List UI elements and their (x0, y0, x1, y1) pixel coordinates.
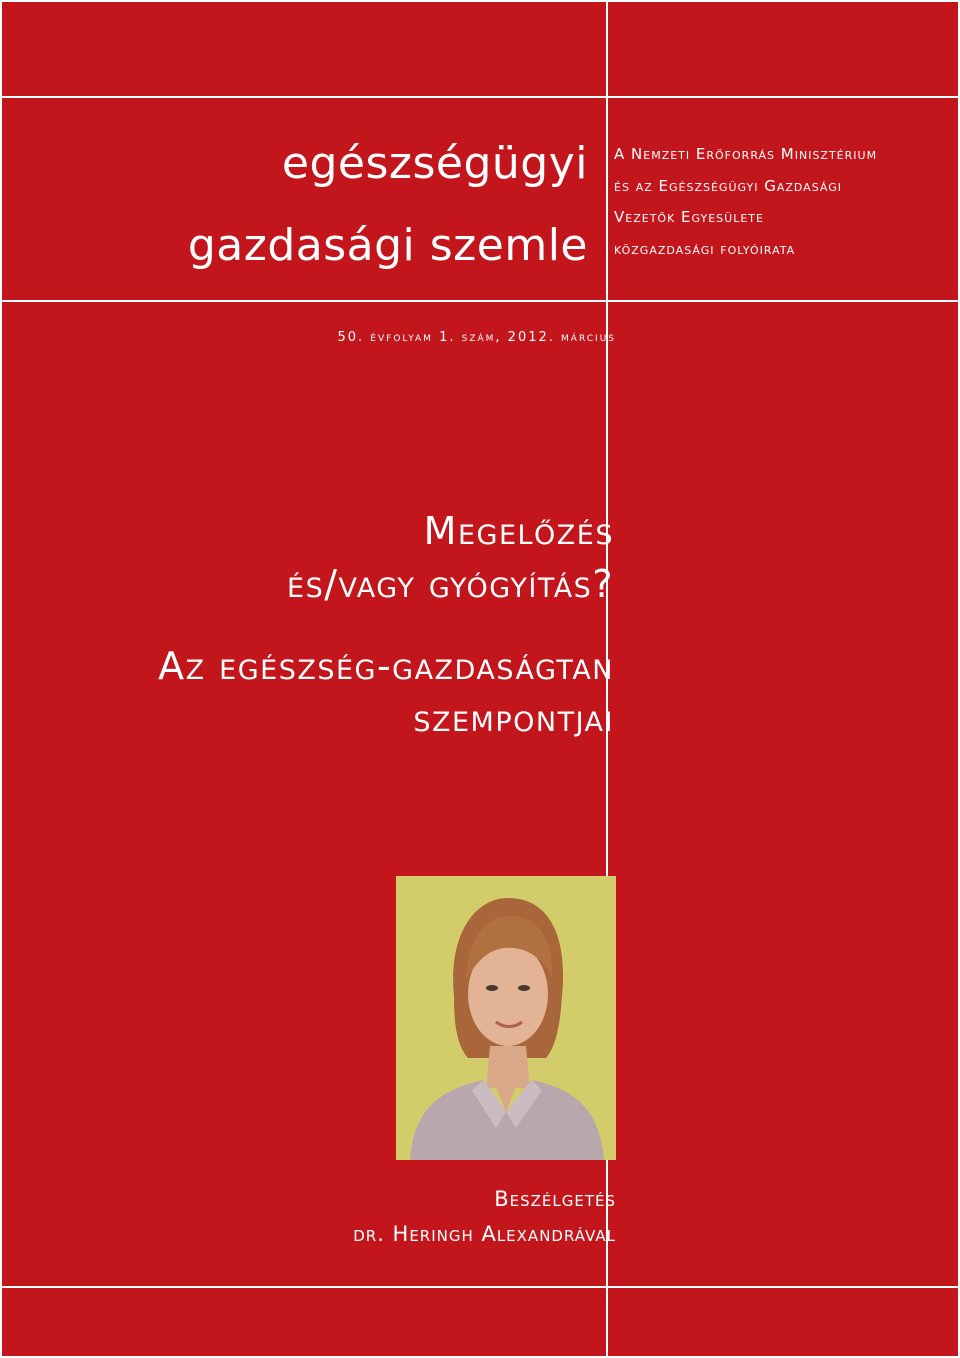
header-bottom-rule (2, 300, 958, 302)
publisher-line-4: közgazdasági folyóirata (614, 240, 796, 258)
cover-page (2, 2, 958, 1356)
headline-line-3: Az egészség-gazdaságtan (158, 644, 614, 688)
masthead-line-2: gazdasági szemle (187, 220, 588, 271)
byline-line-2: dr. Heringh Alexandrával (353, 1222, 616, 1246)
interviewee-portrait-photo (396, 876, 616, 1160)
publisher-line-1: A Nemzeti Erőforrás Minisztérium (614, 145, 878, 163)
bottom-rule (2, 1286, 958, 1288)
byline-line-1: Beszélgetés (494, 1187, 616, 1211)
publisher-line-2: és az Egészségügyi Gazdasági (614, 177, 842, 195)
issue-info: 50. évfolyam 1. szám, 2012. március (337, 330, 616, 345)
headline-line-1: Megelőzés (423, 509, 614, 553)
publisher-line-3: Vezetők Egyesülete (614, 208, 764, 226)
headline-line-4: szempontjai (413, 696, 614, 740)
top-rule (2, 96, 958, 98)
masthead-line-1: egészségügyi (281, 138, 588, 189)
headline-line-2: és/vagy gyógyítás? (287, 562, 614, 606)
